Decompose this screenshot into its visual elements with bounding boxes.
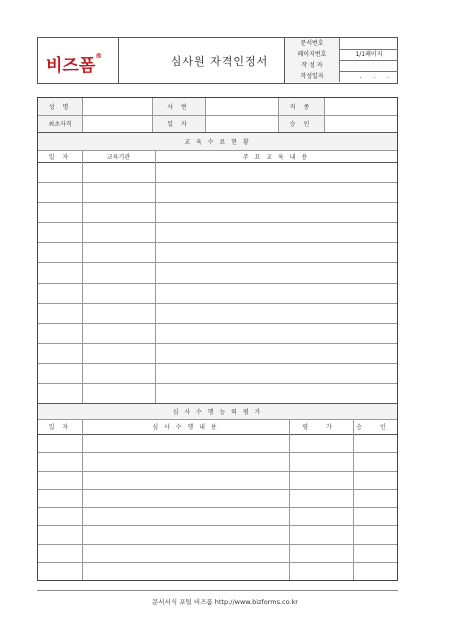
edu-col-date: 일 자 <box>48 153 72 161</box>
audit-section-title: 심 사 수 행 능 력 평 가 <box>172 409 263 416</box>
meta-key: 페이지번호 <box>285 49 340 60</box>
meta-value[interactable] <box>340 38 398 49</box>
date-label: 일 자 <box>167 121 190 128</box>
education-section-title: 교 육 수 료 현 황 <box>184 139 251 146</box>
audit-col-divider <box>353 419 354 580</box>
edu-row-divider <box>38 323 397 324</box>
audit-col-divider <box>289 419 290 580</box>
audit-row-divider <box>38 525 397 526</box>
meta-value[interactable]: . . . <box>359 73 394 80</box>
edu-row-divider <box>38 283 397 284</box>
qualification-form <box>37 97 398 581</box>
row-divider <box>38 115 397 116</box>
row-divider <box>38 434 397 435</box>
audit-row-divider <box>38 452 397 453</box>
document-meta-table <box>284 38 399 83</box>
edu-col-content: 주 요 교 육 내 용 <box>242 153 310 161</box>
registered-mark: ® <box>95 52 103 60</box>
edu-row-divider <box>38 202 397 203</box>
name-label: 성 명 <box>48 104 72 111</box>
bizforms-logo <box>46 51 102 76</box>
audit-row-divider <box>38 507 397 508</box>
edu-row-divider <box>38 363 397 364</box>
job-type-label: 직 종 <box>289 104 313 111</box>
meta-key: 작성일자 <box>285 71 340 82</box>
logo-cell <box>38 38 119 83</box>
audit-col-evaluation: 평 가 <box>302 424 340 431</box>
approval-label: 승 인 <box>289 121 313 128</box>
audit-row-divider <box>38 562 397 563</box>
footer-rule <box>37 590 398 591</box>
meta-row-date <box>285 71 398 82</box>
audit-col-approval: 승 인 <box>356 424 394 431</box>
audit-row-divider <box>38 489 397 490</box>
initial-qualification-label: 최초자격 <box>48 121 72 128</box>
edu-row-divider <box>38 303 397 304</box>
audit-col-content: 심 사 수 행 내 용 <box>152 424 219 431</box>
edu-row-divider <box>38 343 397 344</box>
edu-row-divider <box>38 182 397 183</box>
audit-row-divider <box>38 544 397 545</box>
edu-row-divider <box>38 383 397 384</box>
logo-text: 비즈폼 <box>46 56 96 76</box>
document-title: 심사원 자격인정서 <box>170 54 269 68</box>
footer-text[interactable]: 문서서식 포털 비즈폼 http://www.bizforms.co.kr <box>152 598 298 606</box>
document-header <box>37 37 398 84</box>
edu-row-divider <box>38 222 397 223</box>
audit-col-date: 일 자 <box>48 424 72 431</box>
audit-col-divider <box>82 419 83 580</box>
meta-value: 1/1페이지 <box>355 51 383 58</box>
edu-col-divider <box>82 150 83 403</box>
meta-key: 문서번호 <box>285 38 340 49</box>
meta-key: 작 성 자 <box>285 60 340 71</box>
edu-row-divider <box>38 242 397 243</box>
edu-row-divider <box>38 262 397 263</box>
row-divider <box>38 162 397 163</box>
meta-value[interactable] <box>340 60 398 71</box>
edu-col-divider <box>155 150 156 403</box>
employee-id-label: 사 번 <box>167 104 190 111</box>
edu-col-institution: 교육기관 <box>106 153 131 161</box>
audit-row-divider <box>38 471 397 472</box>
